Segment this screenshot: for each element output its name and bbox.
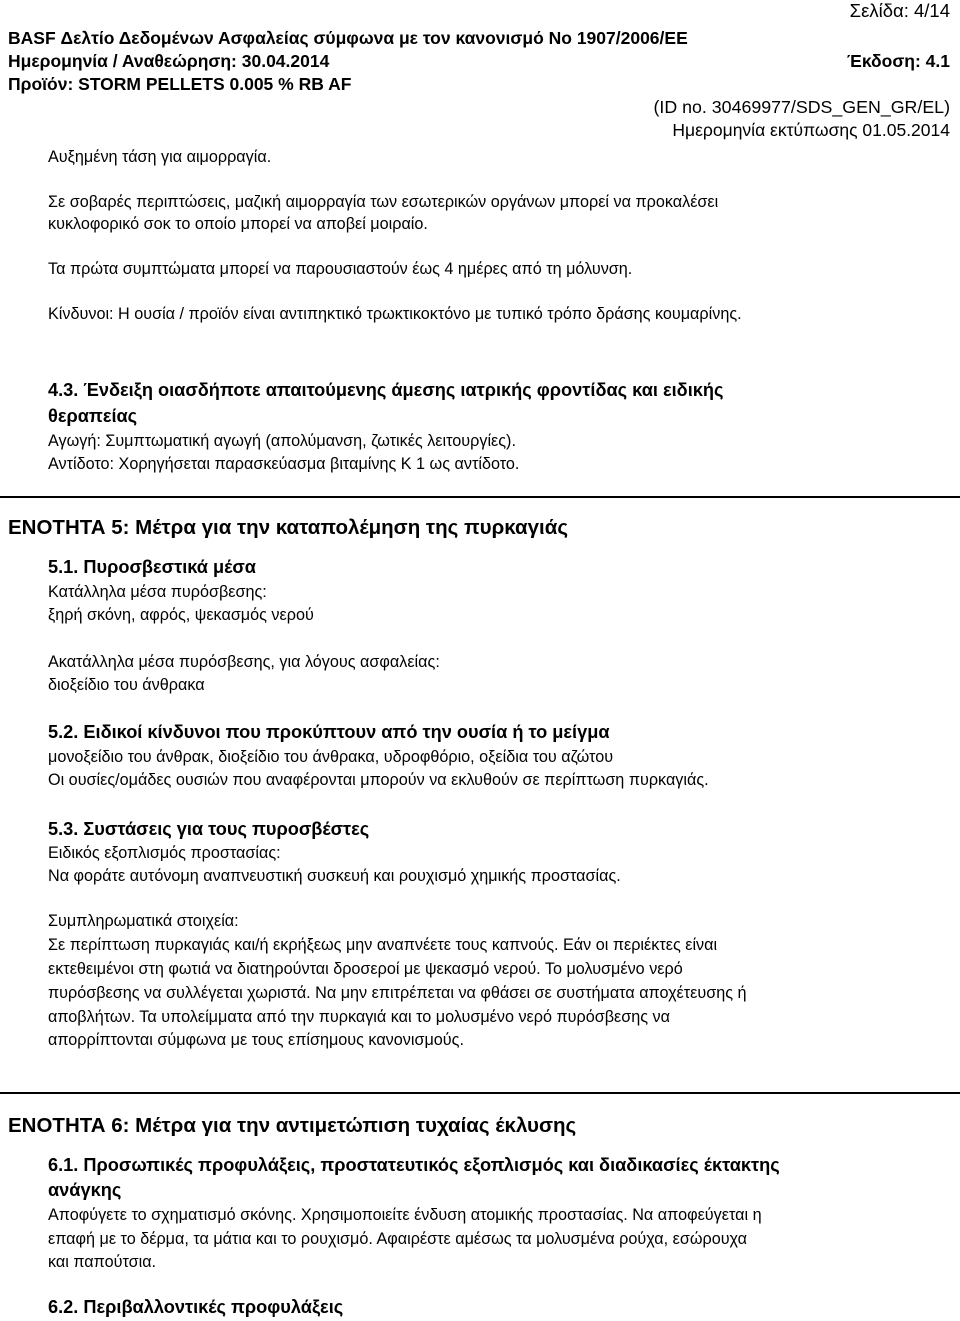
- section-5-2-line1: μονοξείδιο του άνθρακ, διοξείδιο του άνθρακα, υδροφθόριο, οξείδια του αζώτου: [48, 748, 614, 766]
- section-4-3-title-b: θεραπείας: [48, 406, 138, 426]
- section-5-3-line3: Συμπληρωματικά στοιχεία:: [48, 912, 239, 930]
- section-6-1-line3: και παπούτσια.: [48, 1253, 157, 1271]
- section-5-3-line6: πυρόσβεσης να συλλέγεται χωριστά. Να μην επιτρέπεται να φθάσει σε συστήματα αποχέτευσης ή: [48, 984, 747, 1002]
- document-id: (ID no. 30469977/SDS_GEN_GR/EL): [653, 97, 950, 117]
- section-5-3-title: 5.3. Συστάσεις για τους πυροσβέστες: [48, 819, 370, 839]
- section-6-1-line1: Αποφύγετε το σχηματισμό σκόνης. Χρησιμοποιείτε ένδυση ατομικής προστασίας. Να αποφεύγεται η: [48, 1206, 762, 1224]
- section-5-1-line1: Κατάλληλα μέσα πυρόσβεσης:: [48, 583, 267, 601]
- section-5-2-line2: Οι ουσίες/ομάδες ουσιών που αναφέρονται μπορούν να εκλυθούν σε περίπτωση πυρκαγιάς.: [48, 771, 709, 789]
- section-5-1-line3: Ακατάλληλα μέσα πυρόσβεσης, για λόγους ασφαλείας:: [48, 653, 440, 671]
- section-4-3-title-a: 4.3. Ένδειξη οιασδήποτε απαιτούμενης άμεσης ιατρικής φροντίδας και ειδικής: [48, 380, 724, 400]
- section-5-1-line2: ξηρή σκόνη, αφρός, ψεκασμός νερού: [48, 606, 314, 624]
- header-title: BASF Δελτίο Δεδομένων Ασφαλείας σύμφωνα με τον κανονισμό Νο 1907/2006/ΕΕ: [8, 28, 688, 48]
- section-5-3-line1: Ειδικός εξοπλισμός προστασίας:: [48, 844, 281, 862]
- product-name: STORM PELLETS 0.005 % RB AF: [78, 74, 352, 94]
- section-5-3-line5: εκτεθειμένοι στη φωτιά να διατηρούνται δροσεροί με ψεκασμό νερού. Το μολυσμένο νερό: [48, 960, 683, 978]
- section-5-title: ΕΝΟΤΗΤΑ 5: Μέτρα για την καταπολέμηση της πυρκαγιάς: [8, 516, 568, 539]
- section-6-title: ΕΝΟΤΗΤΑ 6: Μέτρα για την αντιμετώπιση τυχαίας έκλυσης: [8, 1114, 577, 1137]
- product-label: Προϊόν:: [8, 74, 79, 94]
- section-5-3-line8: απορρίπτονται σύμφωνα με τους επίσημους κανονισμούς.: [48, 1031, 464, 1049]
- section-5-3-line7: αποβλήτων. Τα υπολείμματα από την πυρκαγιά και το μολυσμένο νερό πυρόσβεσης να: [48, 1008, 670, 1026]
- section-divider: [0, 1092, 960, 1094]
- page-number: Σελίδα: 4/14: [849, 0, 950, 21]
- version: Έκδοση: 4.1: [846, 51, 950, 71]
- intro-p4: Κίνδυνοι: Η ουσία / προϊόν είναι αντιπηκτικό τρωκτικοκτόνο με τυπικό τρόπο δράσης κουμαρίνης.: [48, 305, 742, 323]
- print-date: Ημερομηνία εκτύπωσης 01.05.2014: [672, 120, 950, 140]
- intro-p1: Αυξημένη τάση για αιμορραγία.: [48, 148, 272, 166]
- product-line: [8, 74, 351, 94]
- intro-p2a: Σε σοβαρές περιπτώσεις, μαζική αιμορραγία των εσωτερικών οργάνων μπορεί να προκαλέσει: [48, 193, 719, 211]
- section-5-1-line4: διοξείδιο του άνθρακα: [48, 676, 205, 694]
- section-6-2-title: 6.2. Περιβαλλοντικές προφυλάξεις: [48, 1297, 344, 1317]
- revision-date: Ημερομηνία / Αναθεώρηση: 30.04.2014: [8, 51, 330, 71]
- section-4-3-treatment: Αγωγή: Συμπτωματική αγωγή (απολύμανση, ζωτικές λειτουργίες).: [48, 432, 516, 450]
- section-4-3-antidote: Αντίδοτο: Χορηγήσεται παρασκεύασμα βιταμίνης Κ 1 ως αντίδοτο.: [48, 455, 520, 473]
- section-5-1-title: 5.1. Πυροσβεστικά μέσα: [48, 557, 256, 577]
- section-divider: [0, 496, 960, 498]
- section-6-1-line2: επαφή με το δέρμα, τα μάτια και το ρουχισμό. Αφαιρέστε αμέσως τα μολυσμένα ρούχα, εσώρουχα: [48, 1230, 747, 1248]
- section-6-1-title-a: 6.1. Προσωπικές προφυλάξεις, προστατευτικός εξοπλισμός και διαδικασίες έκτακτης: [48, 1155, 780, 1175]
- intro-p3: Τα πρώτα συμπτώματα μπορεί να παρουσιαστούν έως 4 ημέρες από τη μόλυνση.: [48, 260, 633, 278]
- section-6-1-title-b: ανάγκης: [48, 1180, 122, 1200]
- section-5-2-title: 5.2. Ειδικοί κίνδυνοι που προκύπτουν από την ουσία ή το μείγμα: [48, 722, 610, 742]
- section-5-3-line4: Σε περίπτωση πυρκαγιάς και/ή εκρήξεως μην αναπνέετε τους καπνούς. Εάν οι περιέκτες είναι: [48, 936, 718, 954]
- section-5-3-line2: Να φοράτε αυτόνομη αναπνευστική συσκευή και ρουχισμό χημικής προστασίας.: [48, 867, 621, 885]
- intro-p2b: κυκλοφορικό σοκ το οποίο μπορεί να αποβεί μοιραίο.: [48, 215, 428, 233]
